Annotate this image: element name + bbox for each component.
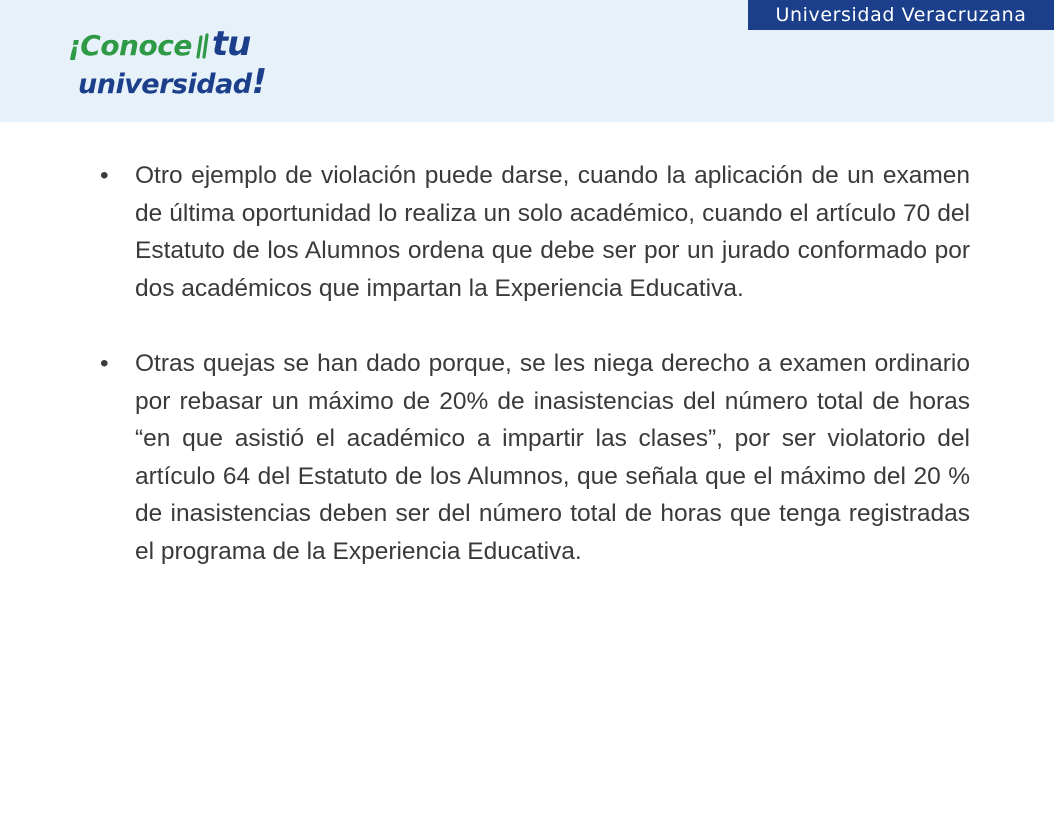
bullet-item-1 xyxy=(100,157,970,307)
bullet-item-2 xyxy=(100,345,970,570)
logo-universidad-text: universidad xyxy=(78,69,252,100)
bullet-dot-icon: • xyxy=(100,162,109,189)
logo-line-1 xyxy=(68,24,250,64)
logo-line-2 xyxy=(78,62,267,102)
institution-banner: Universidad Veracruzana xyxy=(748,0,1054,30)
slide-body xyxy=(100,157,970,570)
logo-tu-text: tu xyxy=(211,24,251,64)
logo-conoce-text: ¡Conoce xyxy=(68,29,192,62)
header-band xyxy=(0,0,1054,122)
bullet-text: Otro ejemplo de violación puede darse, cuando la aplicación de un examen de última oportunidad lo realiza un solo académico, cuando el artículo 70 del Estatuto de los Alumnos ordena que debe ser por un jurado conformado por dos académicos que impartan la Experiencia Educativa. xyxy=(135,162,970,302)
bullet-text: Otras quejas se han dado porque, se les niega derecho a examen ordinario por rebasar un máximo de 20% de inasistencias del número total de horas “en que asistió el académico a impartir las clases”, por ser violatorio del artículo 64 del Estatuto de los Alumnos, que señala que el máximo del 20 % de inasistencias deben ser del número total de horas que tenga registradas el programa de la Experiencia Educativa. xyxy=(135,350,970,565)
bullet-dot-icon: • xyxy=(100,350,109,377)
conoce-tu-universidad-logo xyxy=(68,24,278,100)
logo-exclamation: ! xyxy=(251,62,267,102)
checkmark-lines-icon xyxy=(196,33,212,63)
